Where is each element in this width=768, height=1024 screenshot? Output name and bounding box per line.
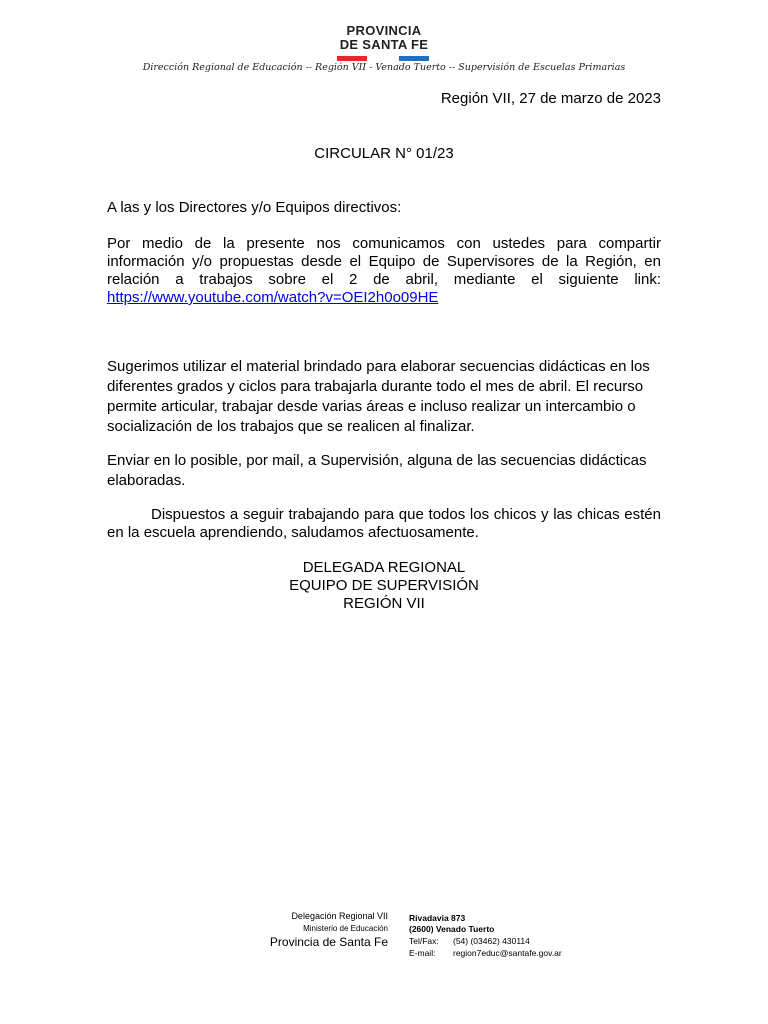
logo-blue-bar: [399, 56, 429, 61]
subheader: Dirección Regional de Educación -- Región VII - Venado Tuerto -- Supervisión de Escuelas Primarias: [142, 62, 626, 73]
paragraph-suggestion: [107, 357, 661, 437]
footer-org-line-1: Delegación Regional VII: [291, 911, 388, 921]
paragraph-suggestion-line: Sugerimos utilizar el material brindado para elaborar secuencias didácticas en los: [107, 358, 650, 375]
greeting: A las y los Directores y/o Equipos directivos:: [107, 199, 402, 216]
paragraph-closing: Dispuestos a seguir trabajando para que todos los chicos y las chicas estén en la escuela aprendiendo, saludamos afectuosamente.: [107, 506, 661, 541]
signature-line-1: DELEGADA REGIONAL: [302, 559, 466, 576]
paragraph-intro-text: Por medio de la presente nos comunicamos con ustedes para compartir información y/o propuestas desde el Equipo de Supervisores de la Región, en relación a trabajos sobre el 2 de abril, mediante el siguiente link:: [107, 235, 661, 288]
paragraph-send-line: Enviar en lo posible, por mail, a Supervisión, alguna de las secuencias didácticas: [107, 452, 647, 469]
footer-tel-label: Tel/Fax:: [409, 936, 439, 946]
footer-tel-value: (54) (03462) 430114: [453, 936, 530, 946]
youtube-link[interactable]: https://www.youtube.com/watch?v=OEI2h0o09HE: [107, 289, 439, 306]
document-date: Región VII, 27 de marzo de 2023: [440, 90, 661, 107]
footer-email-value[interactable]: region7educ@santafe.gov.ar: [453, 948, 562, 958]
paragraph-send: [107, 451, 661, 491]
logo-red-bar: [337, 56, 367, 61]
paragraph-suggestion-line: permite articular, trabajar desde varias áreas e incluso realizar un intercambio o: [107, 398, 636, 415]
paragraph-intro: [107, 235, 661, 307]
footer-address-1: Rivadavia 873: [409, 913, 466, 923]
logo-line-2: DE SANTA FE: [339, 37, 429, 52]
signature-line-2: EQUIPO DE SUPERVISIÓN: [289, 577, 479, 594]
footer-org-line-3: Provincia de Santa Fe: [269, 935, 388, 949]
footer-email-label: E-mail:: [409, 948, 436, 958]
signature-line-3: REGIÓN VII: [343, 595, 425, 612]
paragraph-suggestion-line: diferentes grados y ciclos para trabajarla durante todo el mes de abril. El recurso: [107, 378, 644, 395]
logo-line-1: PROVINCIA: [346, 23, 422, 38]
paragraph-send-line: elaboradas.: [107, 472, 186, 489]
footer-address-2: (2600) Venado Tuerto: [409, 924, 495, 934]
document-title: CIRCULAR N° 01/23: [314, 145, 454, 162]
footer-org-line-2: Ministerio de Educación: [303, 924, 388, 933]
paragraph-suggestion-line: socialización de los trabajos que se realicen al finalizar.: [107, 418, 475, 435]
